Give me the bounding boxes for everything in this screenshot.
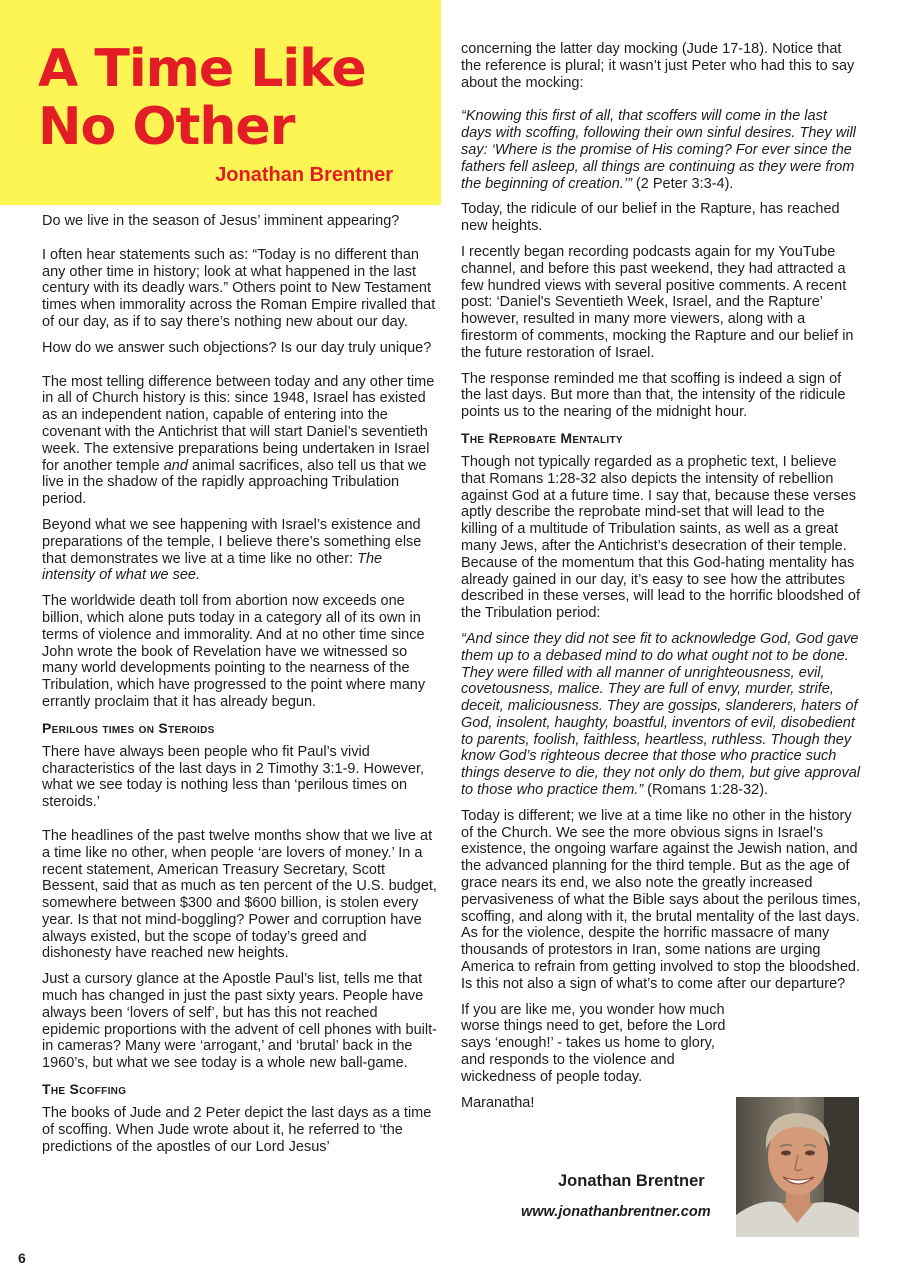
paragraph: [42, 517, 437, 584]
author-byline: Jonathan Brentner: [215, 164, 393, 186]
paragraph: The response reminded me that scoffing is indeed a sign of the last days. But more than that, the intensity of the ridicule points us to the nearing of the midnight hour.: [461, 370, 846, 421]
author-photo: [736, 1097, 859, 1237]
signature-name: Jonathan Brentner: [558, 1172, 705, 1190]
quote-reference: (Romans 1:28-32).: [643, 782, 769, 799]
paragraph: Today is different; we live at a time like no other in the history of the Church. We see the more obvious signs in Israel’s existence, the ongoing warfare against the Jewish nation, and the advanced planning for the third temple. But as the age of grace nears its end, we also note the greatly increased pervasiveness of what the Bible says about the perilous times, scoffing, and along with it, the brutal mentality of the last days. As for the violence, despite the horrific massacre of many thousands of protestors in Iran, some nations are urging America to refrain from getting involved to stop the bloodshed. Is this not also a sign of what’s to come after our departure?: [461, 807, 861, 992]
quote-text: “And since they did not see fit to acknowledge God, God gave them up to a debased mind to do what ought not to be done. They were filled with all manner of unrighteousness, evil, covetousness, malice. They are full of envy, murder, strife, deceit, maliciousness. They are gossips, slanderers, haters of God, insolent, haughty, boastful, inventors of evil, disobedient to parents, foolish, faithless, heartless, ruthless. Though they know God’s righteous decree that those who practice such things deserve to die, they not only do them, but give approval to those who practice them.”: [461, 630, 860, 799]
section-heading: Perilous times on Steroids: [42, 719, 215, 736]
paragraph: Today, the ridicule of our belief in the Rapture, has reached new heights.: [461, 201, 840, 235]
text-run: Beyond what we see happening with Israel’s existence and preparations of the temple, I believe there’s something else that demonstrates we live at a time like no other:: [42, 516, 422, 567]
website-link[interactable]: www.jonathanbrentner.com: [521, 1204, 711, 1220]
paragraph: concerning the latter day mocking (Jude 17-18). Notice that the reference is plural; it wasn’t just Peter who had this to say about the mocking:: [461, 41, 855, 91]
left-column: [42, 213, 437, 1164]
paragraph: Though not typically regarded as a prophetic text, I believe that Romans 1:28-32 also depicts the intensity of rebellion against God at a future time. I say that, because these verses aptly describe the reprobate mind-set that will lead to the killing of a multitude of Tribulation saints, as well as a great many Jews, after the Antichrist’s desecration of their temple. Because of the momentum that this God-hating mentality has already gained in our day, it’s easy to see how the attributes described in these verses, will lead to the horrific bloodshed of the Tribulation period:: [461, 453, 860, 622]
section-heading: The Scoffing: [42, 1081, 127, 1098]
paragraph: The books of Jude and 2 Peter depict the last days as a time of scoffing. When Jude wrote about it, he referred to ‘the predictions of the apostles of our Lord Jesus’: [42, 1105, 432, 1155]
paragraph: [42, 374, 437, 508]
paragraph: I recently began recording podcasts again for my YouTube channel, and before this past weekend, they had attracted a few hundred views with several positive comments. A recent post: ‘Daniel's Seventieth Week, Israel, and the Rapture’ however, resulted in many more viewers, along with a firestorm of comments, mocking the Rapture and our belief in the future restoration of Israel.: [461, 243, 854, 361]
paragraph: Do we live in the season of Jesus’ imminent appearing?: [42, 213, 400, 229]
scripture-quote: [461, 631, 861, 799]
author-portrait-image: [736, 1097, 859, 1237]
paragraph: The headlines of the past twelve months show that we live at a time like no other, when people ‘are lovers of money.’ In a recent statement, American Treasury Secretary, Scott Bessent, said that as much as ten percent of the U.S. budget, somewhere between $300 and $600 billion, is stolen every year. Is that not mind-boggling? Power and corruption have always existed, but the scope of today’s greed and dishonesty have reached new heights.: [42, 827, 437, 962]
article-title: [38, 40, 366, 156]
paragraph: The worldwide death toll from abortion now exceeds one billion, which alone puts today in a category all of its own in terms of violence and immorality. And at no other time since John wrote the book of Revelation have we witnessed so many world developments pointing to the nearness of the Tribulation, which have progressed to the point where many errantly proclaim that it has already begun.: [42, 593, 426, 710]
quote-reference: (2 Peter 3:3-4).: [631, 175, 734, 192]
paragraph: How do we answer such objections? Is our day truly unique?: [42, 339, 432, 356]
title-line-1: A Time Like: [38, 39, 366, 99]
title-banner: [0, 0, 441, 205]
text-run: animal sacrifices, also tell us that we live in the shadow of the rapidly approaching Tribulation period.: [42, 457, 427, 508]
paragraph: I often hear statements such as: “Today is no different than any other time in history; look at what happened in the last century with its deadly wars.” Others point to New Testament times when immorality across the Roman Empire rivalled that of our day, as if to say there’s nothing new about our day.: [42, 246, 436, 330]
quote-text: “Knowing this first of all, that scoffers will come in the last days with scoffing, following their own sinful desires. They will say: ‘Where is the promise of His coming? For ever since the fathers fell asleep, all things are continuing as they were from the beginning of creation.’”: [461, 108, 856, 192]
page-number: 6: [18, 1250, 26, 1266]
section-heading: The Reprobate Mentality: [461, 429, 623, 446]
emphasis: The intensity of what we see.: [42, 550, 383, 584]
paragraph: If you are like me, you wonder how much worse things need to get, before the Lord says ‘enough!’ - takes us home to glory, and responds to the violence and wickedness of people today.: [461, 1001, 726, 1085]
closing-word: Maranatha!: [461, 1094, 535, 1111]
right-column: [461, 41, 861, 1120]
paragraph: Just a cursory glance at the Apostle Paul’s list, tells me that much has changed in just the past sixty years. People have always been ‘lovers of self’, but has this not reached epidemic proportions with the advent of cell phones with built-in cameras? Many were ‘arrogant,’ and ‘brutal’ back in the 1960’s, but what we see today is a whole new ball-game.: [42, 971, 437, 1072]
emphasis: and: [163, 457, 188, 474]
title-line-2: No Other: [38, 97, 295, 157]
paragraph: There have always been people who fit Paul’s vivid characteristics of the last days in 2 Timothy 3:1-9. However, what we see today is nothing less than ‘perilous times on steroids.’: [42, 743, 424, 811]
scripture-quote: [461, 108, 861, 192]
text-run: The most telling difference between today and any other time in all of Church history is this: since 1948, Israel has existed as an independent nation, capable of entering into the covenant with the Antichrist that will start Daniel’s seventieth week. The extensive preparations being undertaken in Israel for another temple: [42, 373, 435, 474]
